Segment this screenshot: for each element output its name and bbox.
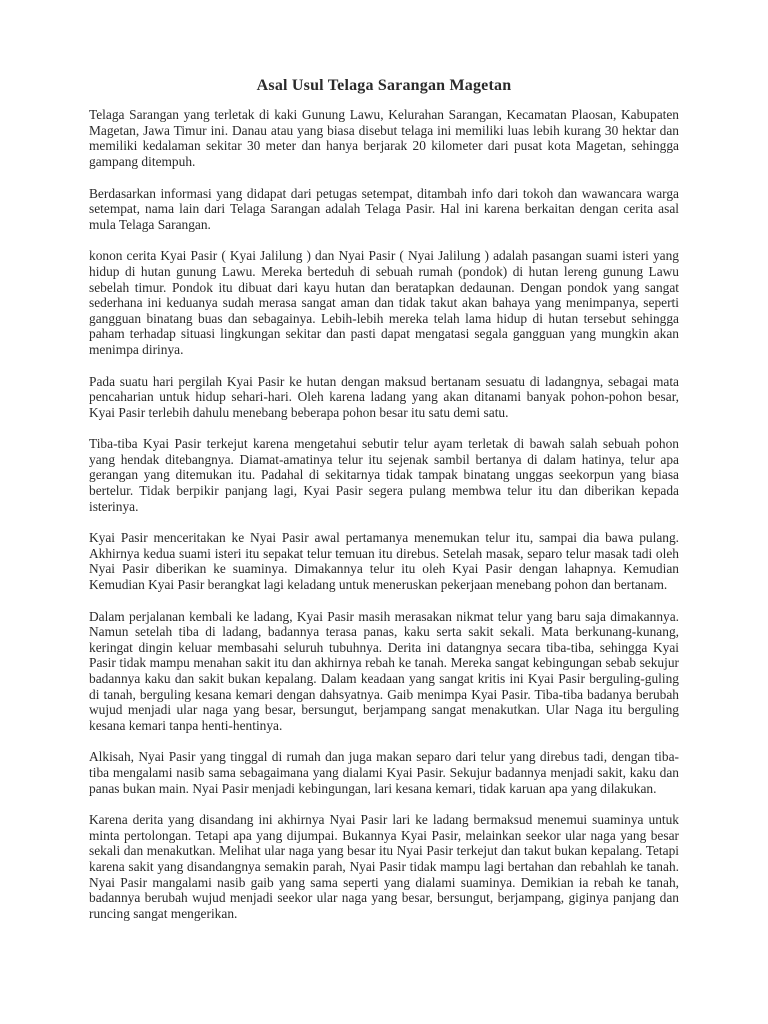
paragraph-other-name: Berdasarkan informasi yang didapat dari petugas setempat, ditambah info dari tokoh dan wawancara warga setempat, nama lain dari Telaga Sarangan adalah Telaga Pasir. Hal ini karena berkaitan dengan cerita asal mula Telaga Sarangan. bbox=[89, 185, 679, 232]
paragraph-egg: Tiba-tiba Kyai Pasir terkejut karena mengetahui sebutir telur ayam terletak di bawah salah sebuah pohon yang hendak ditebangnya. Diamat-amatinya telur itu sejenak sambil bertanya di dalam hatinya, telur apa gerangan yang ditemukan itu. Padahal di sekitarnya tidak tampak binatang unggas seekorpun yang biasa bertelur. Tidak berpikir panjang lagi, Kyai Pasir segera pulang membwa telur itu dan diberikan kepada isterinya. bbox=[89, 436, 679, 514]
paragraph-location: Telaga Sarangan yang terletak di kaki Gunung Lawu, Kelurahan Sarangan, Kecamatan Plaosan, Kabupaten Magetan, Jawa Timur ini. Danau atau yang biasa disebut telaga ini memiliki luas lebih kurang 30 hektar dan memiliki kedalaman sekitar 30 meter dan hanya berjarak 20 kilometer dari pusat kota Magetan, sehingga gampang ditempuh. bbox=[89, 107, 679, 169]
paragraph-nyai-sick: Alkisah, Nyai Pasir yang tinggal di rumah dan juga makan separo dari telur yang direbus tadi, dengan tiba-tiba mengalami nasib sama sebagaimana yang dialami Kyai Pasir. Sekujur badannya menjadi sakit, kaku dan panas bukan main. Nyai Pasir menjadi kebingungan, lari kesana kemari, tidak karuan apa yang dilakukan. bbox=[89, 749, 679, 796]
document-title: Asal Usul Telaga Sarangan Magetan bbox=[256, 77, 512, 94]
paragraph-boiled-egg: Kyai Pasir menceritakan ke Nyai Pasir awal pertamanya menemukan telur itu, sampai dia bawa pulang. Akhirnya kedua suami isteri itu sepakat telur temuan itu direbus. Setelah masak, separo telur masak tadi oleh Nyai Pasir diberikan ke suaminya. Dimakannya telur itu oleh Kyai Pasir dengan lahapnya. Kemudian Kemudian Kyai Pasir berangkat lagi keladang untuk meneruskan pekerjaan menebang pohon dan bertanam. bbox=[89, 530, 679, 593]
paragraph-field: Pada suatu hari pergilah Kyai Pasir ke hutan dengan maksud bertanam sesuatu di ladangnya, sebagai mata pencaharian untuk hidup sehari-hari. Oleh karena ladang yang akan ditanami banyak pohon-pohon besar, Kyai Pasir terlebih dahulu menebang beberapa pohon besar itu satu demi satu. bbox=[89, 373, 679, 420]
paragraph-couple: konon cerita Kyai Pasir ( Kyai Jalilung ) dan Nyai Pasir ( Nyai Jalilung ) adalah pasangan suami isteri yang hidup di hutan gunung Lawu. Mereka berteduh di sebuah rumah (pondok) di hutan lereng gunung Lawu sebelah timur. Pondok itu dibuat dari kayu hutan dan beratapkan dedaunan. Dengan pondok yang sangat sederhana ini keduanya sudah merasa sangat aman dan tidak takut akan bahaya yang menimpanya, seperti gangguan binatang buas dan sebagainya. Lebih-lebih mereka telah lama hidup di hutan tersebut sehingga paham terhadap situasi lingkungan sekitar dan pasti dapat mengatasi segala gangguan yang mungkin akan menimpa dirinya. bbox=[89, 248, 679, 357]
paragraph-kyai-transform: Dalam perjalanan kembali ke ladang, Kyai Pasir masih merasakan nikmat telur yang baru saja dimakannya. Namun setelah tiba di ladang, badannya terasa panas, kaku serta sakit sekali. Mata berkunang-kunang, keringat dingin keluar membasahi seluruh tubuhnya. Derita ini datangnya secara tiba-tiba, sehingga Kyai Pasir tidak mampu menahan sakit itu dan akhirnya rebah ke tanah. Mereka sangat kebingungan sebab sekujur badannya kaku dan sakit bukan kepalang. Dalam keadaan yang sangat kritis ini Kyai Pasir berguling-guling di tanah, berguling kesana kemari dengan dahsyatnya. Gaib menimpa Kyai Pasir. Tiba-tiba badanya berubah wujud menjadi ular naga yang besar, bersungut, berjampang sangat menakutkan. Ular Naga itu berguling kesana kemari tanpa henti-hentinya. bbox=[89, 608, 679, 733]
paragraph-nyai-transform: Karena derita yang disandang ini akhirnya Nyai Pasir lari ke ladang bermaksud menemui suaminya untuk minta pertolongan. Tetapi apa yang dijumpai. Bukannya Kyai Pasir, melainkan seekor ular naga yang besar sekali dan menakutkan. Melihat ular naga yang besar itu Nyai Pasir terkejut dan takut bukan kepalang. Tetapi karena sakit yang disandangnya semakin parah, Nyai Pasir tidak mampu lagi bertahan dan rebahlah ke tanah. Nyai Pasir mangalami nasib gaib yang sama seperti yang dialami suaminya. Demikian ia rebah ke tanah, badannya berubah wujud menjadi seekor ular naga yang besar, bersungut, berjampang, giginya panjang dan runcing sangat mengerikan. bbox=[89, 812, 679, 921]
